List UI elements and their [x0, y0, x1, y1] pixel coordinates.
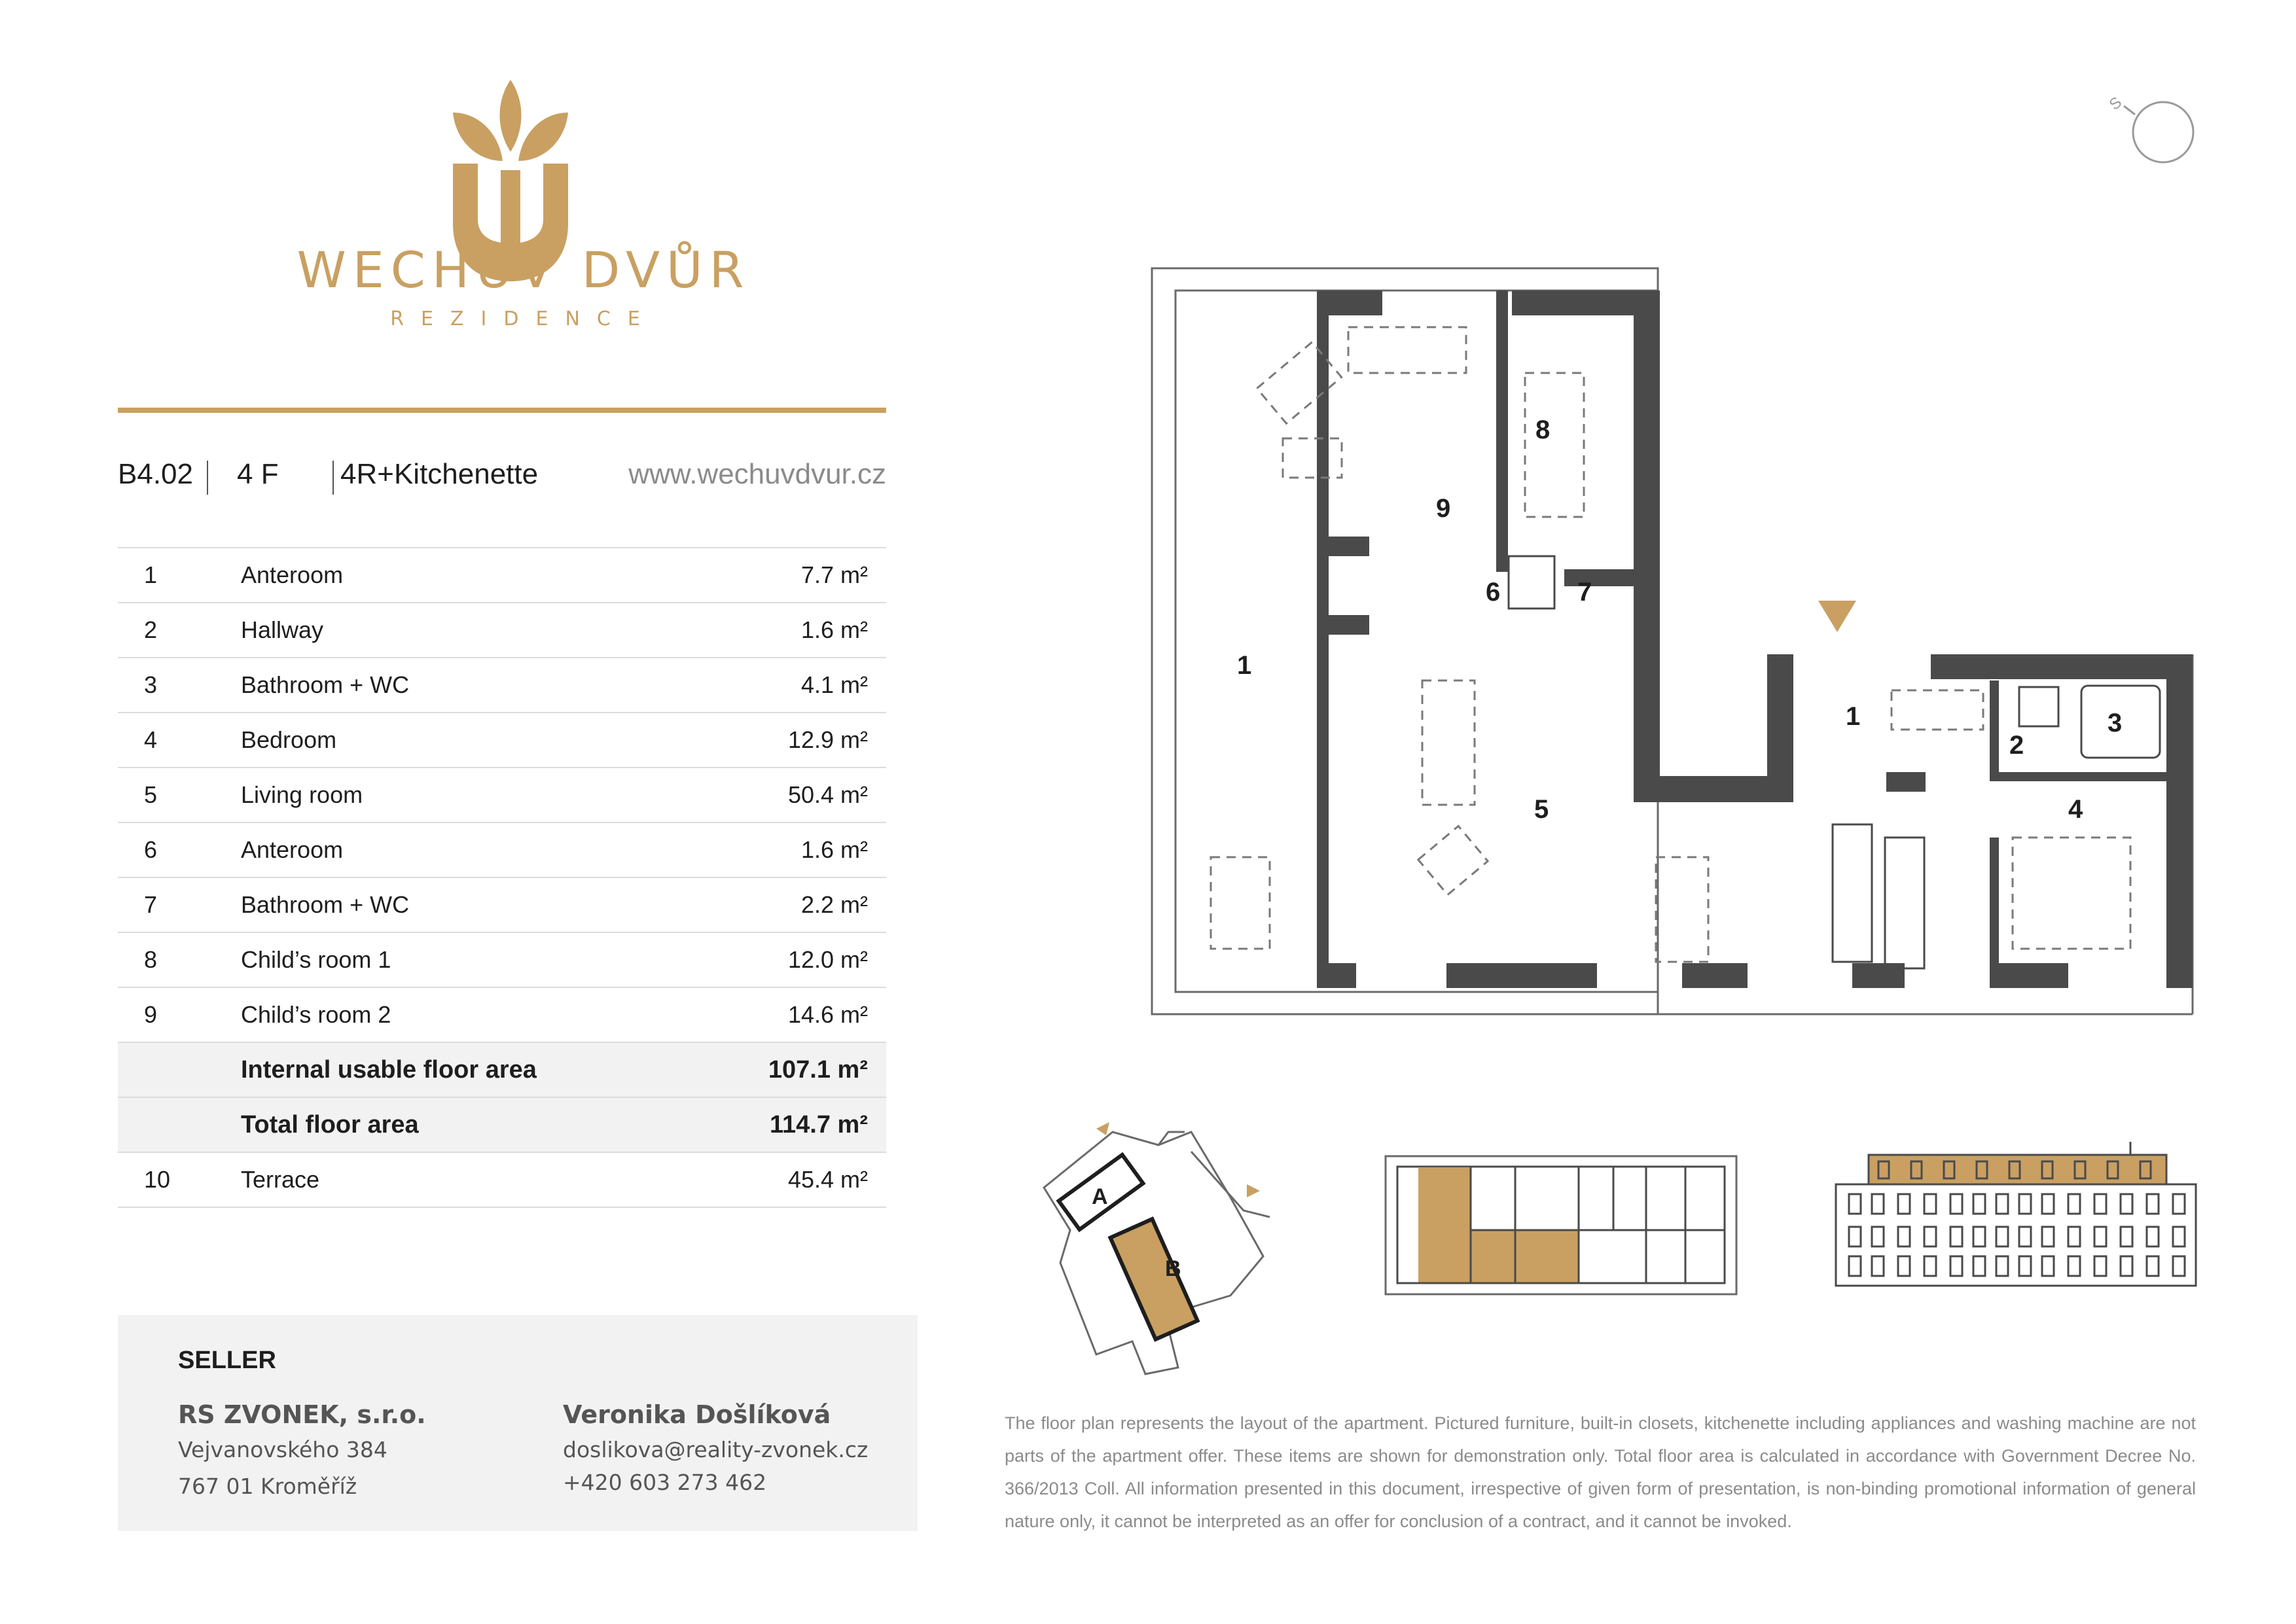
room-area: 14.6 m²	[702, 987, 886, 1042]
facade-window	[1898, 1194, 1910, 1214]
plan-label: 8	[1535, 415, 1551, 444]
table-row	[118, 548, 886, 603]
facade-window	[2094, 1256, 2106, 1276]
total-row	[118, 1042, 886, 1097]
facade-window	[1950, 1194, 1962, 1214]
room-area: 7.7 m²	[702, 548, 886, 603]
table-row	[118, 658, 886, 713]
table-row	[118, 877, 886, 932]
unit-code: B4.02	[118, 458, 193, 490]
unit-type: 4R+Kitchenette	[340, 458, 539, 490]
room-number	[118, 1042, 241, 1097]
compass-label: S	[2106, 93, 2126, 114]
table-row	[118, 822, 886, 877]
contact-phone[interactable]: +420 603 273 462	[563, 1470, 767, 1495]
facade-window	[1898, 1256, 1910, 1276]
room-number: 8	[118, 932, 241, 987]
terrace-inner-outline	[1175, 291, 1658, 992]
facade-window	[2042, 1256, 2054, 1276]
facade-window	[2173, 1227, 2185, 1246]
compass-north-indicator	[2101, 85, 2199, 170]
room-name: Bedroom	[241, 713, 702, 768]
room-name: Hallway	[241, 603, 702, 658]
terrace-outline	[1152, 268, 1658, 1014]
table-row	[118, 713, 886, 768]
floor-plan	[1145, 262, 2199, 1021]
facade-window	[1872, 1256, 1884, 1276]
facade-window	[2094, 1227, 2106, 1246]
plan-label: 1	[1846, 702, 1861, 731]
room-number: 6	[118, 822, 241, 877]
room-number: 10	[118, 1152, 241, 1207]
facade-window	[1849, 1256, 1861, 1276]
room-name: Anteroom	[241, 548, 702, 603]
unit-floor: 4 F	[237, 458, 279, 490]
facade-window	[2068, 1256, 2080, 1276]
room-name: Anteroom	[241, 822, 702, 877]
brand-logo-mark	[281, 72, 740, 347]
room-area: 45.4 m²	[702, 1152, 886, 1207]
plan-label: 6	[1486, 578, 1501, 607]
room-name: Bathroom + WC	[241, 658, 702, 713]
plan-label: 3	[2108, 709, 2123, 737]
room-number: 5	[118, 768, 241, 822]
contact-email[interactable]: doslikova@reality-zvonek.cz	[563, 1437, 869, 1462]
table-row	[118, 603, 886, 658]
facade-window	[2121, 1227, 2132, 1246]
facade-window	[1849, 1194, 1861, 1214]
facade-window	[1872, 1227, 1884, 1246]
plan-label: 1	[1237, 651, 1252, 680]
facade-window	[2019, 1256, 2031, 1276]
seller-street: Vejvanovského 384	[178, 1437, 387, 1462]
facade-window	[2042, 1194, 2054, 1214]
facade-window	[1924, 1227, 1936, 1246]
facade-window	[2042, 1227, 2054, 1246]
facade-window	[1996, 1227, 2008, 1246]
seller-heading: SELLER	[178, 1347, 276, 1374]
site-arrow	[1247, 1184, 1260, 1197]
room-name: Child’s room 2	[241, 987, 702, 1042]
facade-window	[1898, 1227, 1910, 1246]
plan-label: 9	[1436, 494, 1451, 523]
seller-city: 767 01 Kroměříž	[178, 1474, 357, 1499]
total-area: 107.1 m²	[702, 1042, 886, 1097]
table-row	[118, 768, 886, 822]
site-arrow	[1096, 1122, 1109, 1135]
brand-subtitle: REZIDENCE	[390, 308, 657, 330]
room-name: Bathroom + WC	[241, 877, 702, 932]
room-number: 2	[118, 603, 241, 658]
website-link[interactable]: www.wechuvdvur.cz	[628, 458, 886, 490]
building-facade	[1833, 1129, 2199, 1292]
facade-window	[2147, 1227, 2159, 1246]
table-row	[118, 987, 886, 1042]
room-number: 1	[118, 548, 241, 603]
facade-window	[1996, 1256, 2008, 1276]
room-number: 9	[118, 987, 241, 1042]
gold-divider	[118, 408, 886, 413]
room-number	[118, 1097, 241, 1152]
facade-window	[2068, 1227, 2080, 1246]
facade-window	[2121, 1194, 2132, 1214]
room-area: 1.6 m²	[702, 822, 886, 877]
room-area: 1.6 m²	[702, 603, 886, 658]
building-b	[1110, 1219, 1197, 1339]
facade-window	[1973, 1194, 1985, 1214]
header-separator	[207, 461, 208, 495]
facade-window	[1950, 1256, 1962, 1276]
unit-highlight	[1471, 1230, 1579, 1282]
unit-highlight	[1418, 1168, 1471, 1282]
facade-window	[2173, 1194, 2185, 1214]
facade-window	[2147, 1256, 2159, 1276]
facade-window	[1996, 1194, 2008, 1214]
contact-name: Veronika Došlíková	[563, 1400, 831, 1429]
room-area: 12.0 m²	[702, 932, 886, 987]
room-number: 7	[118, 877, 241, 932]
total-row	[118, 1097, 886, 1152]
seller-panel	[118, 1315, 918, 1531]
facade-window	[2121, 1256, 2132, 1276]
room-name: Terrace	[241, 1152, 702, 1207]
brand-name: WECHŮV DVŮR	[296, 241, 751, 299]
plan-label: 7	[1577, 578, 1592, 607]
room-name: Child’s room 1	[241, 932, 702, 987]
facade-window	[1973, 1256, 1985, 1276]
table-row	[118, 932, 886, 987]
header-separator	[332, 461, 334, 495]
total-label: Internal usable floor area	[241, 1042, 702, 1097]
facade-window	[2173, 1256, 2185, 1276]
site-plan	[1034, 1106, 1289, 1381]
disclaimer-text: The floor plan represents the layout of the apartment. Pictured furniture, built-in closets, kitchenette including appliances and washing machine are not parts of the apartment offer. These items are shown for demonstration only. Total floor area is calculated in accordance with Government Decree No. 366/2013 Coll. All information presented in this document, irrespective of given form of presentation, is non-binding promotional information of general nature only, it cannot be interpreted as an offer for conclusion of a contract, and it cannot be invoked.	[1005, 1413, 2196, 1531]
room-name: Living room	[241, 768, 702, 822]
room-number: 4	[118, 713, 241, 768]
total-area: 114.7 m²	[702, 1097, 886, 1152]
unit-header	[118, 458, 886, 500]
facade-window	[2094, 1194, 2106, 1214]
site-label-b: B	[1165, 1256, 1181, 1281]
facade-window	[2068, 1194, 2080, 1214]
facade-window	[2019, 1227, 2031, 1246]
facade-window	[1849, 1227, 1861, 1246]
room-area-table	[118, 547, 886, 1208]
total-label: Total floor area	[241, 1097, 702, 1152]
plan-label: 4	[2068, 795, 2083, 824]
room-area: 12.9 m²	[702, 713, 886, 768]
entrance-marker	[1818, 601, 1856, 632]
walls	[1317, 291, 2193, 988]
facade-window	[1924, 1194, 1936, 1214]
site-label-a: A	[1092, 1184, 1108, 1209]
room-area: 50.4 m²	[702, 768, 886, 822]
facade-window	[1973, 1227, 1985, 1246]
room-number: 3	[118, 658, 241, 713]
room-area: 4.1 m²	[702, 658, 886, 713]
floor-key-plan	[1384, 1155, 1738, 1296]
facade-window	[1872, 1194, 1884, 1214]
facade-window	[2147, 1194, 2159, 1214]
facade-highlight-floor	[1869, 1155, 2166, 1184]
facade-window	[1924, 1256, 1936, 1276]
plan-label: 2	[2009, 731, 2024, 760]
facade-window	[1950, 1227, 1962, 1246]
room-area: 2.2 m²	[702, 877, 886, 932]
plan-label: 5	[1534, 795, 1549, 824]
facade-window	[2019, 1194, 2031, 1214]
table-row	[118, 1152, 886, 1207]
seller-company: RS ZVONEK, s.r.o.	[178, 1400, 426, 1429]
